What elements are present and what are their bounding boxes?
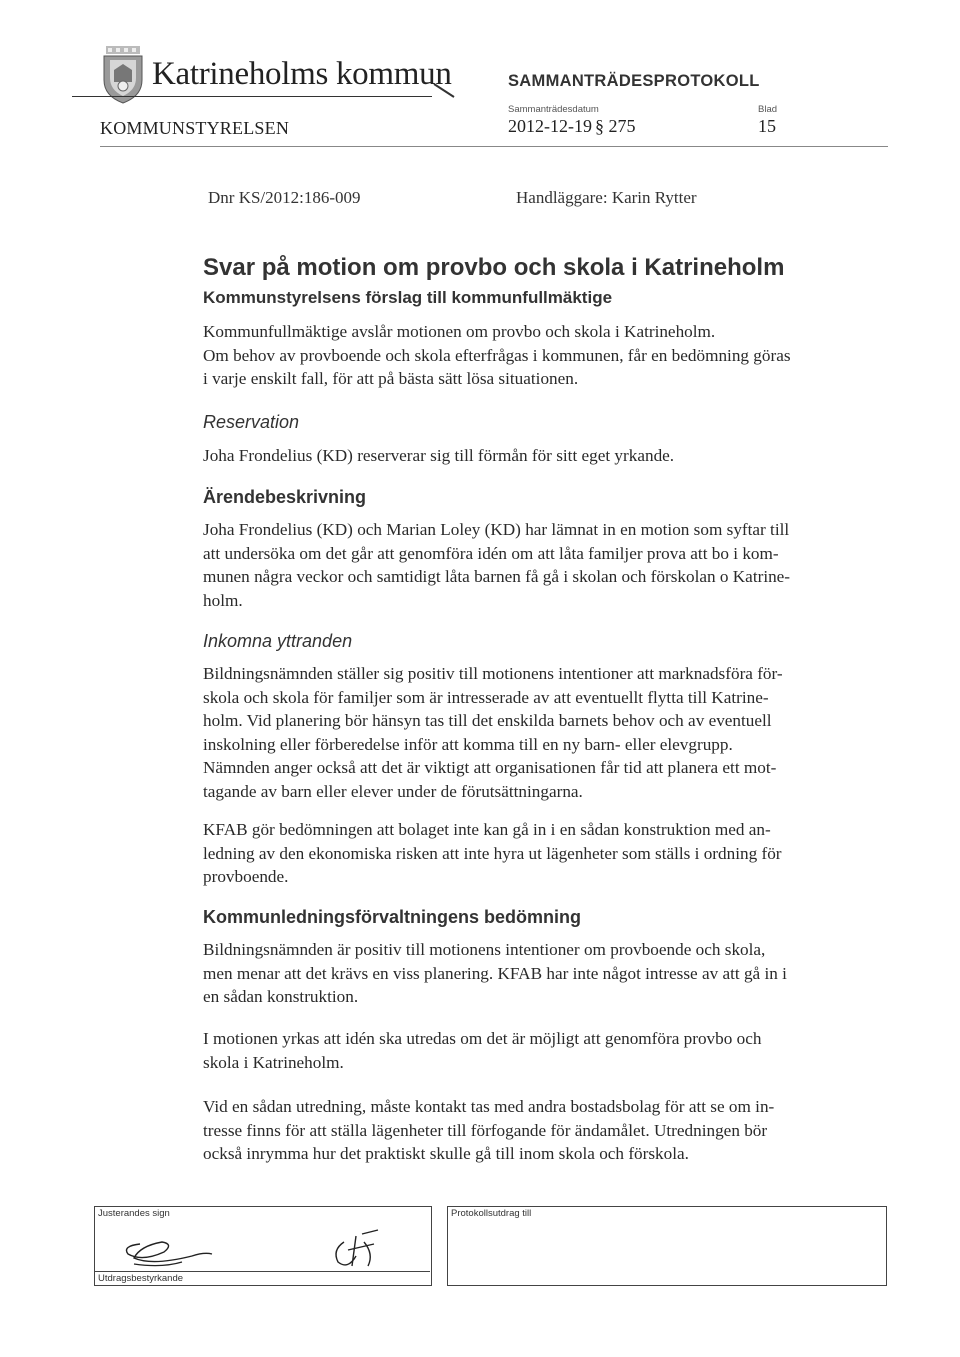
document-type: SAMMANTRÄDESPROTOKOLL bbox=[508, 72, 760, 90]
proposal-heading: Kommunstyrelsens förslag till kommunfullmäktige bbox=[203, 288, 613, 307]
header-divider bbox=[100, 146, 888, 147]
document-title: Svar på motion om provbo och skola i Katrineholm bbox=[203, 254, 785, 281]
statement-kfab bbox=[203, 818, 782, 889]
text-line: I motionen yrkas att idén ska utredas om det är möjligt att genomföra provbo och bbox=[203, 1029, 762, 1048]
text-line: skola i Katrineholm. bbox=[203, 1052, 344, 1072]
text-line: provboende. bbox=[203, 867, 289, 887]
text-line: en sådan konstruktion. bbox=[203, 987, 359, 1007]
assessment-heading: Kommunledningsförvaltningens bedömning bbox=[203, 907, 581, 927]
page-number: 15 bbox=[758, 116, 776, 136]
assessment-paragraph-2 bbox=[203, 1027, 761, 1074]
text-line: inskolning eller förberedelse inför att komma till en ny barn- eller elevgrupp. bbox=[203, 734, 733, 754]
text-line: KFAB gör bedömningen att bolaget inte kan gå in i en sådan konstruktion med an- bbox=[203, 820, 771, 839]
statements-heading: Inkomna yttranden bbox=[203, 631, 353, 651]
text-line: munen några veckor och samtidigt låta barnen få gå i skolan och förskolan o Katrine- bbox=[203, 567, 791, 587]
justerandes-sign-label: Justerandes sign bbox=[98, 1208, 170, 1219]
reservation-heading: Reservation bbox=[203, 412, 300, 432]
handwritten-signatures bbox=[112, 1222, 432, 1272]
reservation-text: Joha Frondelius (KD) reserverar sig till förmån för sitt eget yrkande. bbox=[203, 446, 675, 465]
paragraph-number: § 275 bbox=[595, 116, 636, 136]
text-line: Joha Frondelius (KD) och Marian Loley (KD) har lämnat in en motion som syftar till bbox=[203, 520, 790, 539]
text-line: Bildningsnämnden ställer sig positiv till motionens intentioner att marknadsföra för- bbox=[203, 664, 783, 683]
text-line: också inrymma hur det praktiskt skulle gå till inom skola och förskola. bbox=[203, 1144, 689, 1164]
text-line: skola och skola för familjer som är intresserade av att eventuellt flytta till Katrine- bbox=[203, 687, 769, 707]
text-line: Kommunfullmäktige avslår motionen om provbo och skola i Katrineholm. bbox=[203, 322, 716, 341]
page-label: Blad bbox=[758, 104, 778, 115]
assessment-paragraph-1 bbox=[203, 938, 787, 1009]
logo-slash-mark bbox=[432, 82, 458, 98]
case-description-text bbox=[203, 518, 790, 612]
text-line: ledning av den ekonomiska risken att inte hyra ut lägenheter som ställs i ordning för bbox=[203, 843, 782, 863]
text-line: Om behov av provboende och skola efterfrågas i kommunen, får en bedömning göras bbox=[203, 345, 791, 365]
text-line: Nämnden anger också att det är viktigt att organisationen får tid att planera ett mot- bbox=[203, 758, 777, 778]
statement-bildningsnamnden bbox=[203, 662, 783, 804]
text-line: att undersöka om det går att genomföra idén om att låta familjer prova att bo i kom- bbox=[203, 543, 779, 563]
text-line: i varje enskilt fall, för att på bästa sätt lösa situationen. bbox=[203, 369, 579, 389]
text-line: tresse finns för att ställa lägenheter till förfogande för ändamålet. Utredningen bör bbox=[203, 1120, 768, 1140]
proposal-text bbox=[203, 320, 791, 391]
text-line: Bildningsnämnden är positiv till motionens intentioner om provboende och skola, bbox=[203, 940, 766, 959]
text-line: Vid en sådan utredning, måste kontakt tas med andra bostadsbolag för att se om in- bbox=[203, 1097, 775, 1116]
case-description-heading: Ärendebeskrivning bbox=[203, 487, 367, 507]
logo-underline bbox=[72, 96, 432, 97]
diary-number: Dnr KS/2012:186-009 bbox=[208, 188, 361, 207]
meeting-date: 2012-12-19 bbox=[508, 116, 592, 136]
case-officer: Handläggare: Karin Rytter bbox=[516, 188, 697, 207]
organization-name: KOMMUNSTYRELSEN bbox=[100, 118, 290, 138]
text-line: holm. bbox=[203, 590, 243, 610]
text-line: tagande av barn eller elever under de förutsättningarna. bbox=[203, 781, 583, 801]
protokollsutdrag-label: Protokollsutdrag till bbox=[451, 1208, 532, 1219]
assessment-paragraph-3 bbox=[203, 1095, 774, 1166]
text-line: holm. Vid planering bör hänsyn tas till det enskilda barnets behov och av eventuell bbox=[203, 711, 772, 731]
date-label: Sammanträdesdatum bbox=[508, 104, 599, 115]
logo-text: Katrineholms kommun bbox=[152, 56, 452, 92]
utdrag-label: Utdragsbestyrkande bbox=[98, 1273, 184, 1284]
text-line: men menar att det krävs en viss planering. KFAB har inte något intresse av att gå in i bbox=[203, 963, 787, 983]
